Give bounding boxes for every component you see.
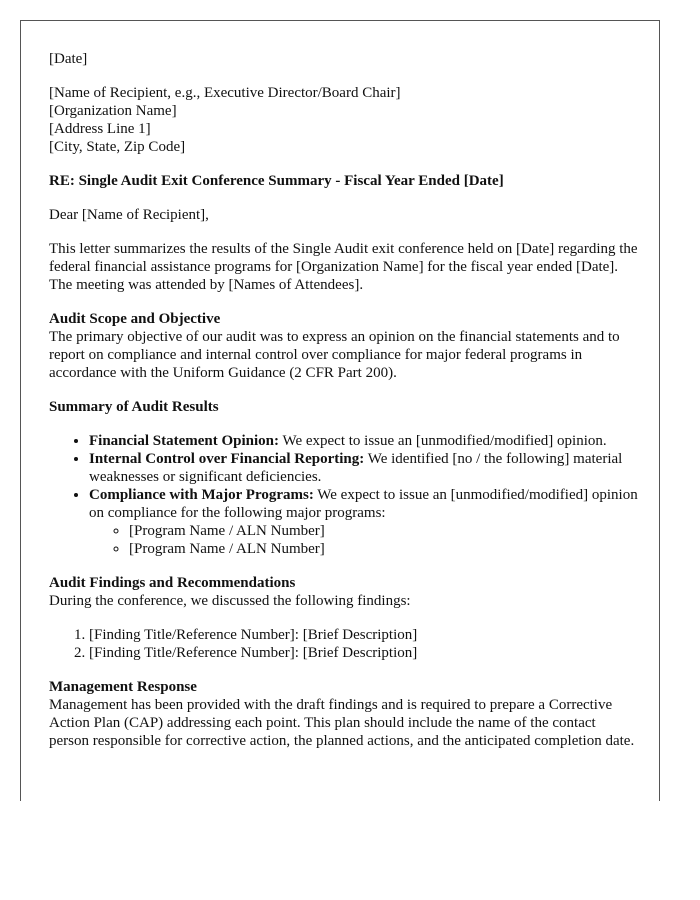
recipient-address-line1: [Address Line 1]: [49, 121, 151, 137]
findings-heading: Audit Findings and Recommendations: [49, 575, 296, 591]
results-item-text: We expect to issue an [unmodified/modified] opinion.: [279, 433, 607, 449]
results-item-financial-statement: [89, 432, 639, 450]
subject-line: RE: Single Audit Exit Conference Summary - Fiscal Year Ended [Date]: [49, 173, 504, 189]
major-programs-list: [89, 522, 639, 558]
salutation: Dear [Name of Recipient],: [49, 207, 209, 223]
letter-page: [20, 20, 660, 801]
results-item-text: We expect to issue an [unmodified/modified] opinion on compliance for the following major programs:: [89, 487, 638, 521]
recipient-organization: [Organization Name]: [49, 103, 177, 119]
major-program-item: ◦ [Program Name / ALN Number]: [129, 522, 639, 540]
letter-date: [Date]: [49, 51, 88, 67]
scope-heading: Audit Scope and Objective: [49, 311, 221, 327]
recipient-name: [Name of Recipient, e.g., Executive Director/Board Chair]: [49, 85, 401, 101]
scope-body: The primary objective of our audit was to express an opinion on the financial statements and to report on compliance and internal control over compliance for major federal programs in accordance with the Uniform Guidance (2 CFR Part 200).: [49, 329, 620, 381]
results-item-internal-control: [89, 450, 639, 486]
scope-section: [49, 310, 639, 382]
results-list: [49, 432, 639, 558]
management-section: [49, 678, 639, 750]
results-item-label: Internal Control over Financial Reporting:: [89, 451, 365, 467]
results-heading: Summary of Audit Results: [49, 399, 219, 415]
finding-item: 1. [Finding Title/Reference Number]: [Brief Description]: [89, 626, 639, 644]
results-item-label: Financial Statement Opinion:: [89, 433, 280, 449]
results-item-label: Compliance with Major Programs:: [89, 487, 314, 503]
recipient-city-state-zip: [City, State, Zip Code]: [49, 139, 186, 155]
recipient-address: [49, 84, 639, 156]
results-item-text: We identified [no / the following] material weaknesses or significant deficiencies.: [89, 451, 623, 485]
findings-section: [49, 574, 639, 610]
finding-item: 2. [Finding Title/Reference Number]: [Brief Description]: [89, 644, 639, 662]
letter-content: [49, 50, 639, 750]
findings-intro: During the conference, we discussed the following findings:: [49, 593, 411, 609]
management-body: Management has been provided with the draft findings and is required to prepare a Corrective Action Plan (CAP) addressing each point. This plan should include the name of the contact person responsible for corrective action, the planned actions, and the anticipated completion date.: [49, 697, 635, 749]
intro-paragraph: This letter summarizes the results of the Single Audit exit conference held on [Date] regarding the federal financial assistance programs for [Organization Name] for the fiscal year ended [Date]. The meeting was attended by [Names of Attendees].: [49, 241, 638, 293]
management-heading: Management Response: [49, 679, 197, 695]
major-program-item: ◦ [Program Name / ALN Number]: [129, 540, 639, 558]
results-item-compliance: [89, 486, 639, 558]
findings-list: [49, 626, 639, 662]
